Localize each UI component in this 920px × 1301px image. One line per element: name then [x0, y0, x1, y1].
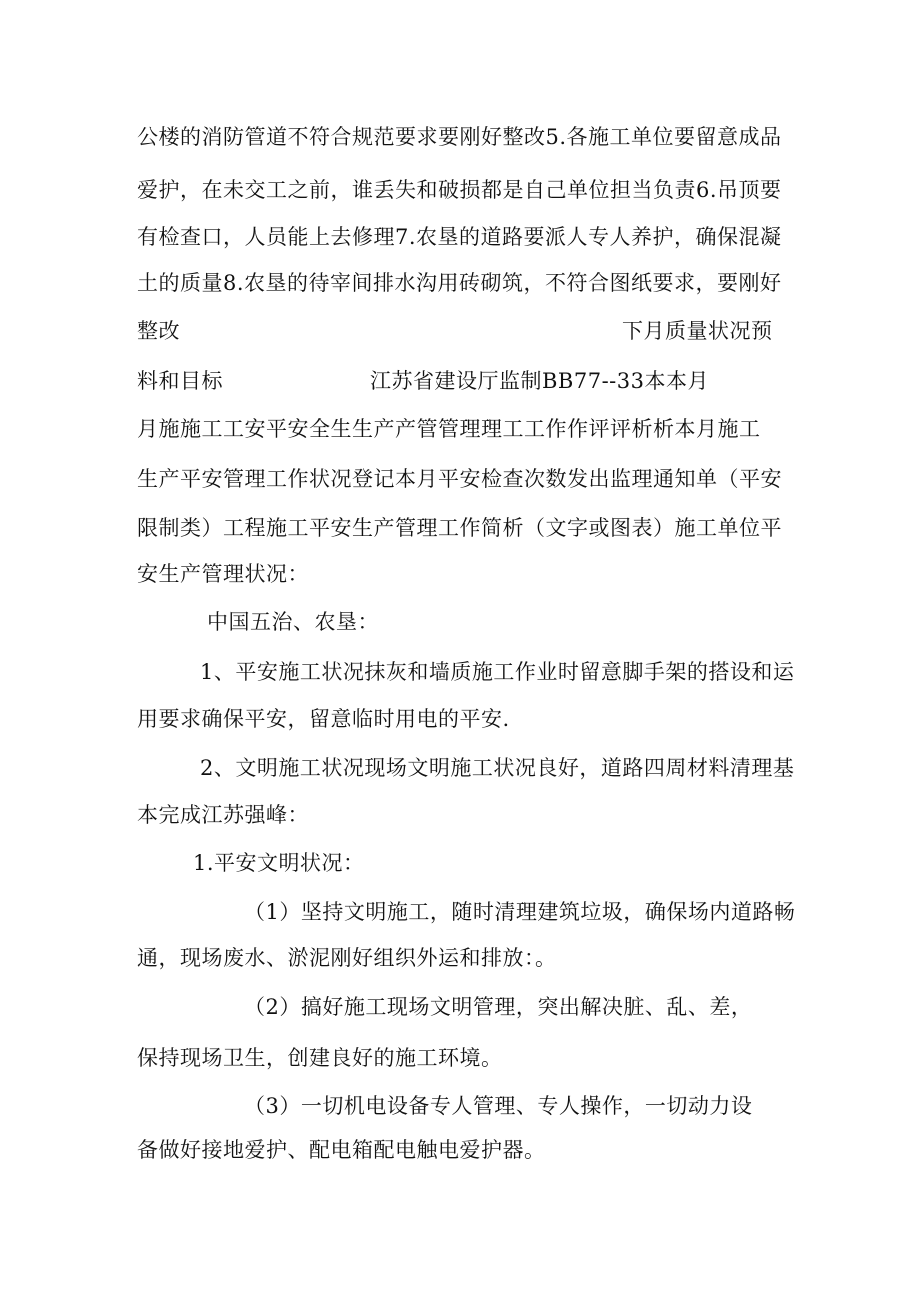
- text-line: 公楼的消防管道不符合规范要求要刚好整改5.各施工单位要留意成品: [137, 125, 782, 149]
- text-line: （2）搞好施工现场文明管理，突出解决脏、乱、差，: [244, 995, 753, 1019]
- text-line: 整改: [137, 319, 180, 343]
- text-line: 1、平安施工状况抹灰和墙质施工作业时留意脚手架的搭设和运: [200, 660, 795, 684]
- text-line: 料和目标: [137, 369, 223, 393]
- text-line: 保持现场卫生，创建良好的施工环境。: [137, 1046, 503, 1070]
- text-line: 中国五治、农垦：: [207, 610, 379, 634]
- text-line: 本完成江苏强峰：: [137, 803, 309, 827]
- text-line: 下月质量状况预: [622, 319, 773, 343]
- text-line: 用要求确保平安，留意临时用电的平安.: [137, 707, 510, 731]
- text-line: 有检查口，人员能上去修理7.农垦的道路要派人专人养护，确保混凝: [137, 225, 782, 249]
- text-line: 通，现场废水、淤泥刚好组织外运和排放：。: [137, 946, 557, 970]
- text-line: 2、文明施工状况现场文明施工状况良好，道路四周材料清理基: [200, 756, 795, 780]
- text-line: 1.平安文明状况：: [193, 851, 365, 875]
- text-line: 备做好接地爱护、配电箱配电触电爱护器。: [137, 1138, 546, 1162]
- text-line: 月施施工工安平安全生生产产管管理理工工作作评评析析本月施工: [137, 417, 761, 441]
- text-line: （1）坚持文明施工，随时清理建筑垃圾，确保场内道路畅: [244, 900, 796, 924]
- text-line: 江苏省建设厅监制BB77--33本本月: [370, 369, 709, 393]
- text-line: 生产平安管理工作状况登记本月平安检查次数发出监理通知单（平安: [137, 467, 782, 491]
- text-line: （3）一切机电设备专人管理、专人操作，一切动力设: [244, 1094, 753, 1118]
- text-line: 限制类）工程施工平安生产管理工作简析（文字或图表）施工单位平: [137, 516, 782, 540]
- text-line: 土的质量8.农垦的待宰间排水沟用砖砌筑，不符合图纸要求，要刚好: [137, 271, 782, 295]
- text-line: 安生产管理状况：: [137, 562, 309, 586]
- text-line: 爱护，在未交工之前，谁丢失和破损都是自己单位担当负责6.吊顶要: [137, 178, 782, 202]
